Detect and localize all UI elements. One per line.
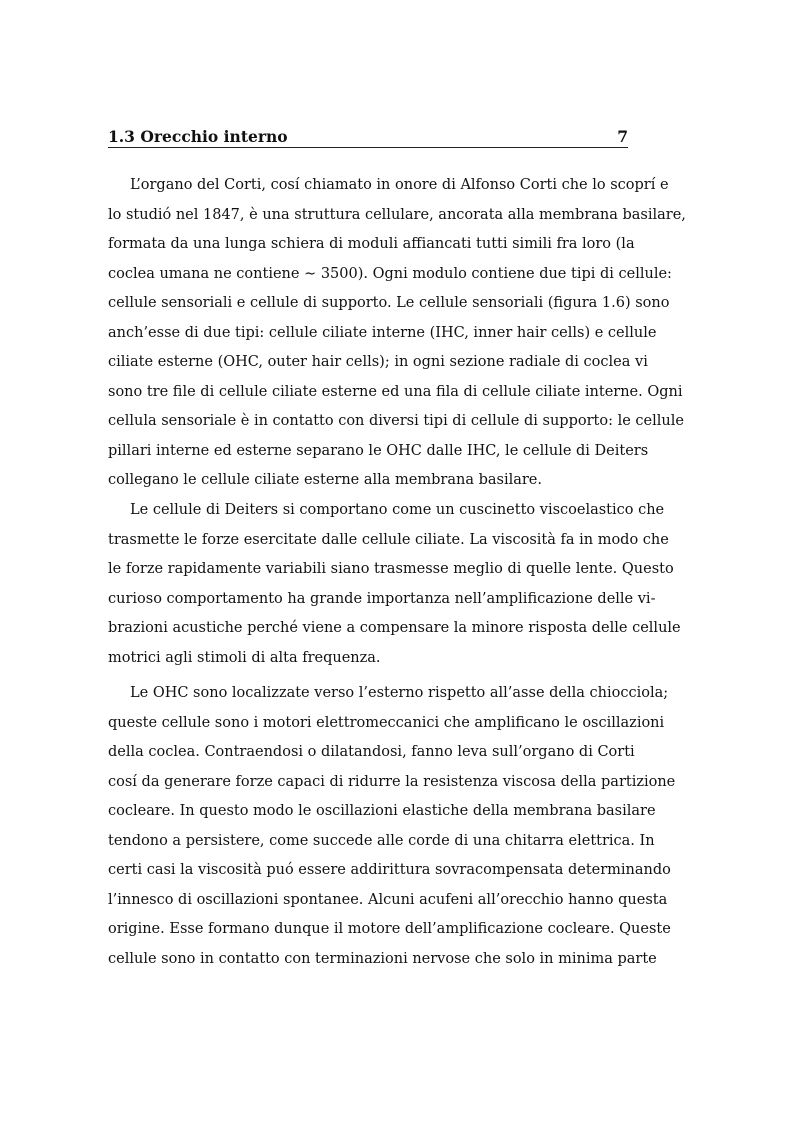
text-line: L’organo del Corti, cosí chiamato in onore di Alfonso Corti che lo scoprí e (130, 177, 669, 193)
text-line: Le cellule di Deiters si comportano come un cuscinetto viscoelastico che (130, 502, 665, 518)
running-header (108, 125, 628, 148)
paragraph-organo-del-corti (108, 171, 686, 496)
text-line: Le OHC sono localizzate verso l’esterno rispetto all’asse della chiocciola; (130, 685, 669, 701)
text-line: collegano le cellule ciliate esterne alla membrana basilare. (108, 472, 542, 488)
text-line: cellule sono in contatto con terminazioni nervose che solo in minima parte (108, 950, 657, 967)
text-line: tendono a persistere, come succede alle corde di una chitarra elettrica. In (108, 832, 655, 849)
text-line: queste cellule sono i motori elettromeccanici che amplificano le oscillazioni (108, 714, 665, 731)
text-line: brazioni acustiche perché viene a compensare la minore risposta delle cellule (108, 620, 681, 636)
page-number: 7 (617, 127, 628, 146)
text-line: lo studió nel 1847, è una struttura cellulare, ancorata alla membrana basilare, (108, 206, 686, 223)
section-title: 1.3 Orecchio interno (108, 127, 288, 146)
text-line: motrici agli stimoli di alta frequenza. (108, 649, 381, 666)
text-line: le forze rapidamente variabili siano trasmesse meglio di quelle lente. Questo (108, 561, 674, 577)
paragraph-ohc (108, 679, 676, 974)
text-line: pillari interne ed esterne separano le OHC dalle IHC, le cellule di Deiters (108, 442, 649, 459)
text-line: certi casi la viscosità puó essere addirittura sovracompensata determinando (108, 862, 671, 878)
text-line: formata da una lunga schiera di moduli affiancati tutti simili fra loro (la (108, 236, 635, 252)
text-line: cosí da generare forze capaci di ridurre la resistenza viscosa della partizione (108, 773, 676, 790)
text-line: cocleare. In questo modo le oscillazioni elastiche della membrana basilare (108, 803, 656, 819)
text-line: sono tre file di cellule ciliate esterne ed una fila di cellule ciliate interne. Ogni (108, 383, 683, 400)
text-line: anch’esse di due tipi: cellule ciliate interne (IHC, inner hair cells) e cellule (108, 324, 657, 341)
text-line: ciliate esterne (OHC, outer hair cells); in ogni sezione radiale di coclea vi (108, 354, 648, 370)
text-line: coclea umana ne contiene ∼ 3500). Ogni modulo contiene due tipi di cellule: (108, 265, 672, 282)
text-line: l’innesco di oscillazioni spontanee. Alcuni acufeni all’orecchio hanno questa (108, 891, 668, 908)
text-line: trasmette le forze esercitate dalle cellule ciliate. La viscosità fa in modo che (108, 531, 669, 548)
text-line: origine. Esse formano dunque il motore dell’amplificazione cocleare. Queste (108, 921, 671, 937)
text-line: della coclea. Contraendosi o dilatandosi, fanno leva sull’organo di Corti (108, 744, 635, 760)
text-line: cellula sensoriale è in contatto con diversi tipi di cellule di supporto: le cellule (108, 413, 684, 429)
text-line: cellule sensoriali e cellule di supporto. Le cellule sensoriali (figura 1.6) sono (108, 295, 670, 311)
paragraph-cellule-di-deiters (108, 496, 681, 673)
text-line: curioso comportamento ha grande importanza nell’amplificazione delle vi- (108, 590, 656, 607)
